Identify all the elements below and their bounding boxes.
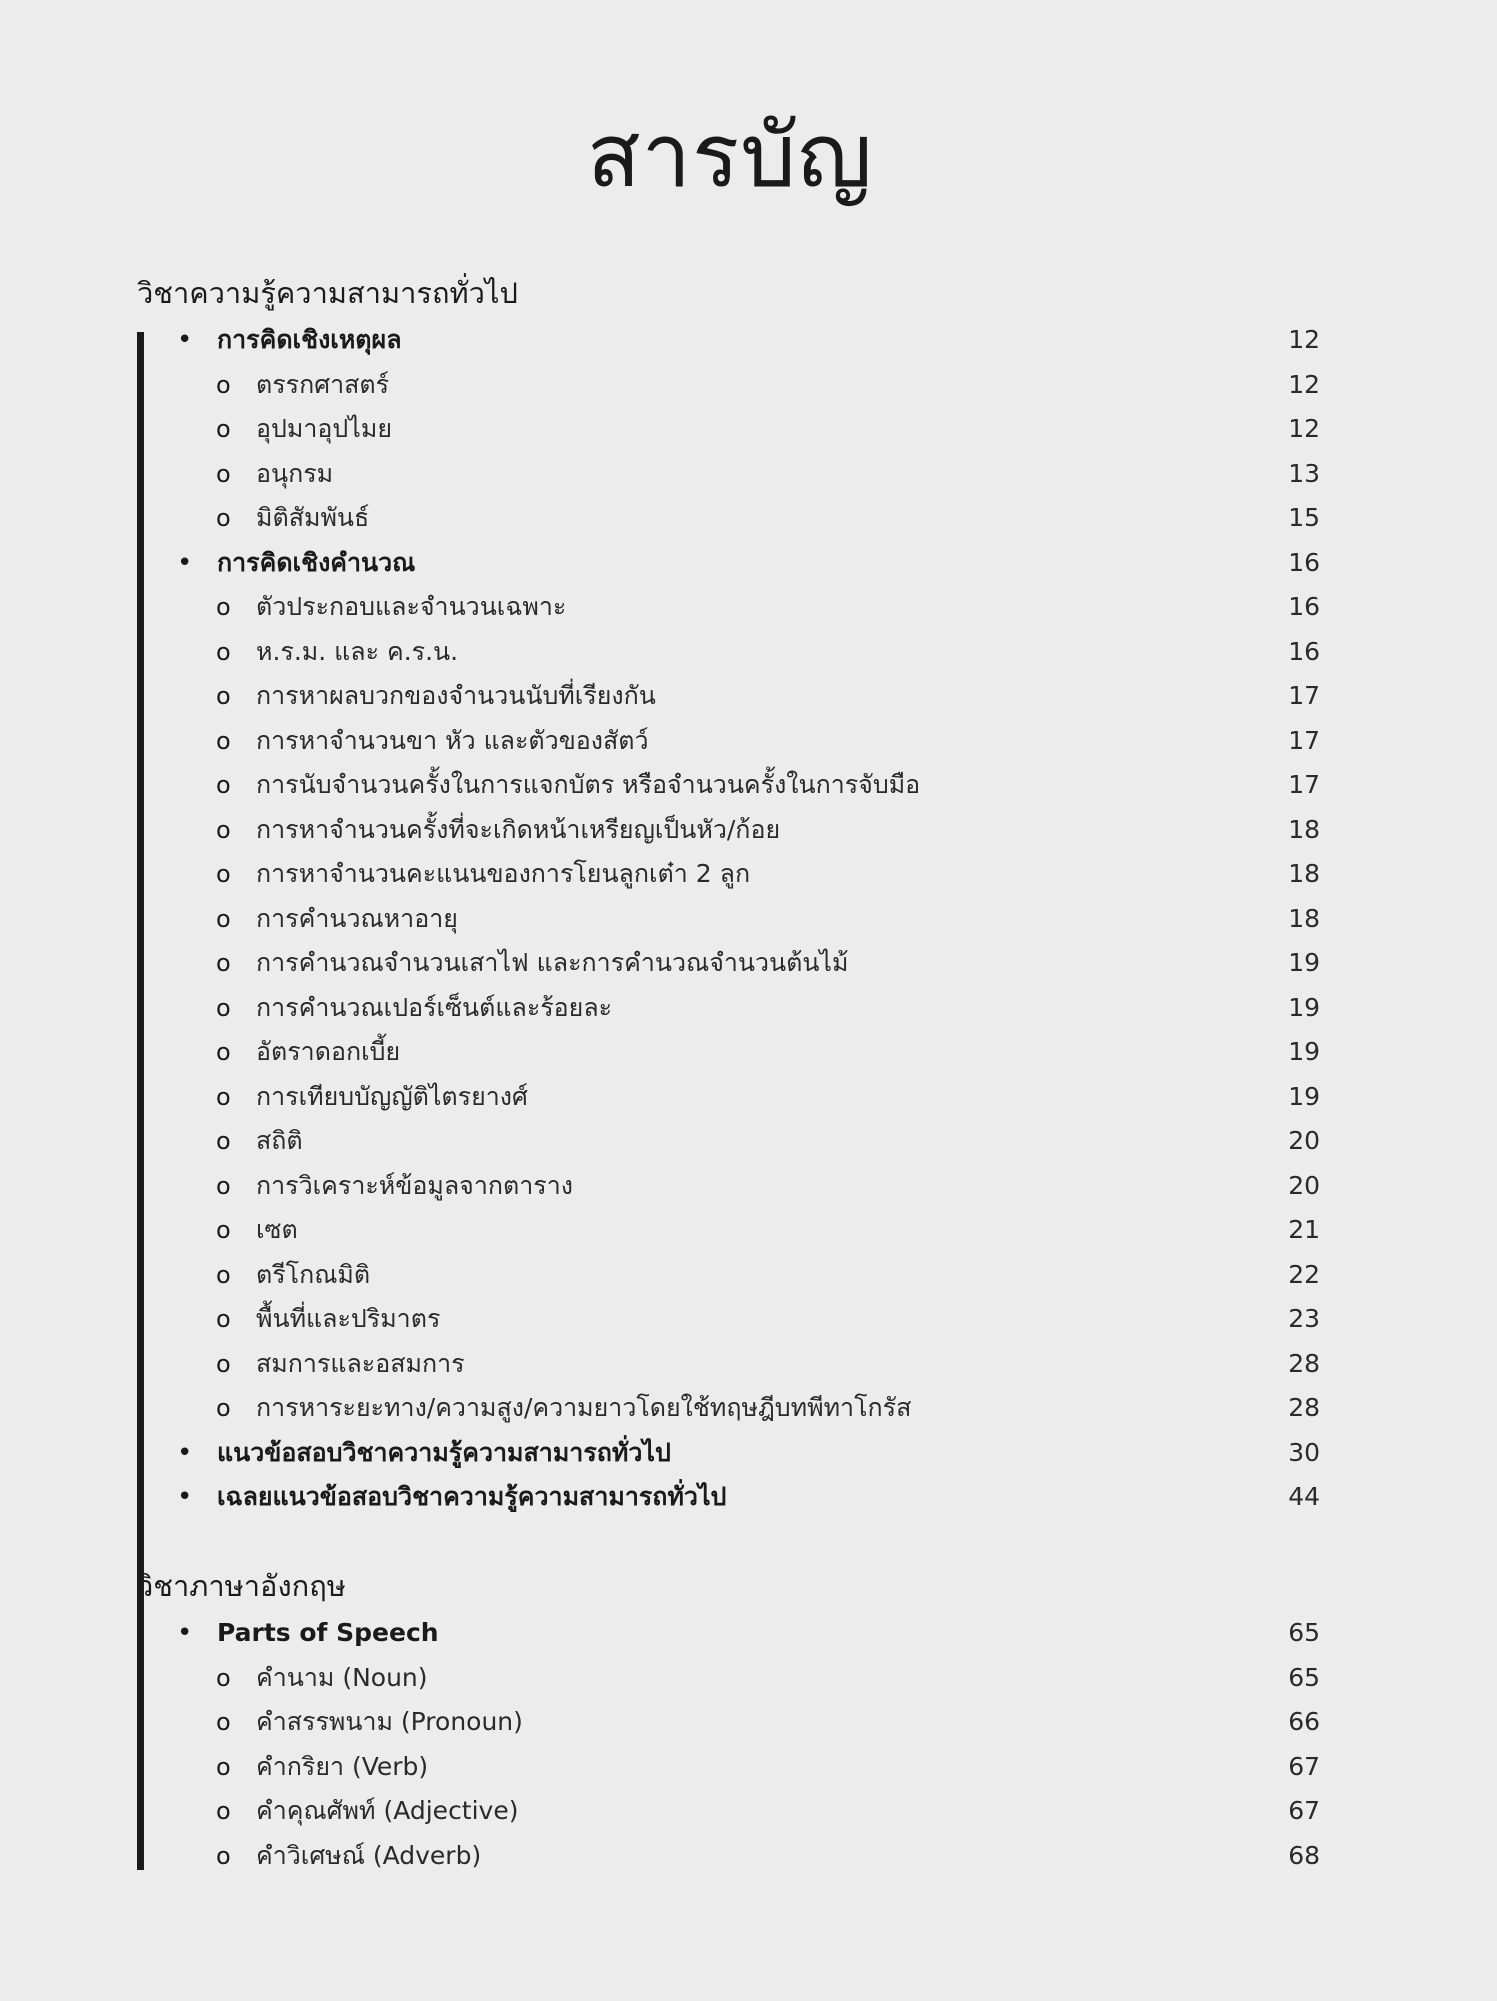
toc-subentry (0, 719, 1497, 764)
toc-page-number: 17 (1288, 770, 1320, 799)
toc-page-number: 16 (1288, 636, 1320, 666)
circle-bullet-icon: o (216, 1305, 231, 1333)
toc-entry-label: คำกริยา (Verb) (256, 1751, 429, 1781)
toc-page-number: 65 (1288, 1662, 1320, 1692)
toc-subentry (0, 1075, 1497, 1120)
circle-bullet-icon: o (216, 993, 231, 1022)
toc-entry-label: การคิดเชิงเหตุผล (217, 325, 402, 354)
circle-bullet-icon: o (216, 815, 231, 844)
toc-entry-label: สมการและอสมการ (256, 1348, 465, 1378)
circle-bullet-icon: o (216, 1082, 231, 1111)
toc-entry-label: การนับจำนวนครั้งในการแจกบัตร หรือจำนวนครั้งในการจับมือ (256, 770, 921, 799)
circle-bullet-icon: o (216, 637, 231, 666)
toc-entry-label: พื้นที่และปริมาตร (256, 1304, 441, 1333)
circle-bullet-icon: o (216, 1663, 231, 1692)
toc-entry (0, 318, 1497, 363)
toc-entry-label: การหาจำนวนขา หัว และตัวของสัตว์ (256, 725, 649, 755)
toc-list (0, 318, 1497, 1520)
toc-subentry (0, 1745, 1497, 1790)
toc-subentry (0, 1208, 1497, 1253)
toc-entry (0, 541, 1497, 586)
toc-entry (0, 1475, 1497, 1520)
toc-subentry (0, 986, 1497, 1031)
circle-bullet-icon: o (216, 1708, 231, 1736)
toc-page-number: 20 (1288, 1170, 1320, 1200)
toc-subentry (0, 1253, 1497, 1298)
toc-subentry (0, 1834, 1497, 1879)
toc-subentry (0, 674, 1497, 719)
circle-bullet-icon: o (216, 1216, 231, 1244)
toc-page-number: 66 (1288, 1707, 1320, 1736)
toc-page-number: 18 (1288, 859, 1320, 888)
toc-page-number: 67 (1288, 1751, 1320, 1781)
bullet-icon: • (177, 547, 193, 578)
toc-entry-label: คำวิเศษณ์ (Adverb) (256, 1840, 482, 1870)
toc-entry-label: ตัวประกอบและจำนวนเฉพาะ (256, 592, 567, 621)
toc-entry-label: การวิเคราะห์ข้อมูลจากตาราง (256, 1170, 573, 1200)
toc-page-number: 15 (1288, 503, 1320, 532)
circle-bullet-icon: o (216, 459, 231, 488)
page-title: สารบัญ (586, 104, 874, 207)
bullet-icon: • (177, 1482, 193, 1512)
toc-page-number: 22 (1288, 1259, 1320, 1289)
toc-page-number: 17 (1288, 725, 1320, 755)
toc-subentry (0, 407, 1497, 452)
toc-page-number: 12 (1288, 369, 1320, 399)
toc-page-number: 68 (1288, 1840, 1320, 1870)
toc-entry-label: Parts of Speech (217, 1618, 439, 1647)
toc-entry-label: มิติสัมพันธ์ (256, 503, 370, 532)
toc-entry (0, 1431, 1497, 1476)
toc-subentry (0, 808, 1497, 853)
toc-entry-label: คำนาม (Noun) (256, 1662, 428, 1692)
circle-bullet-icon: o (216, 904, 231, 933)
toc-entry-label: ห.ร.ม. และ ค.ร.น. (256, 636, 459, 666)
toc-entry-label: เซต (256, 1215, 298, 1244)
toc-entry-label: การเทียบบัญญัติไตรยางศ์ (256, 1081, 528, 1111)
circle-bullet-icon: o (216, 1349, 231, 1378)
toc-page-number: 12 (1288, 325, 1320, 354)
toc-page-number: 19 (1288, 1081, 1320, 1111)
toc-entry-label: การหาผลบวกของจำนวนนับที่เรียงกัน (256, 681, 656, 710)
circle-bullet-icon: o (216, 682, 231, 710)
toc-page-number: 67 (1288, 1796, 1320, 1825)
toc-entry-label: อนุกรม (256, 458, 334, 488)
toc-list (0, 1611, 1497, 1878)
toc-entry-label: อัตราดอกเบี้ย (256, 1037, 401, 1066)
toc-page-number: 19 (1288, 992, 1320, 1022)
section-heading: วิชาความรู้ความสามารถทั่วไป (137, 276, 518, 310)
circle-bullet-icon: o (216, 415, 231, 443)
toc-entry-label: เฉลยแนวข้อสอบวิชาความรู้ความสามารถทั่วไป (217, 1482, 727, 1511)
toc-entry-label: ตรีโกณมิติ (256, 1259, 371, 1289)
toc-page-number: 44 (1288, 1482, 1320, 1511)
toc-subentry (0, 852, 1497, 897)
toc-page-number: 19 (1288, 1037, 1320, 1066)
toc-subentry (0, 630, 1497, 675)
circle-bullet-icon: o (216, 1127, 231, 1155)
circle-bullet-icon: o (216, 726, 231, 755)
toc-page-number: 17 (1288, 681, 1320, 710)
toc-entry-label: สถิติ (256, 1126, 303, 1155)
circle-bullet-icon: o (216, 860, 231, 888)
circle-bullet-icon: o (216, 593, 231, 621)
toc-entry-label: การหาระยะทาง/ความสูง/ความยาวโดยใช้ทฤษฎีบทพีทาโกรัส (256, 1393, 912, 1422)
toc-page-number: 18 (1288, 814, 1320, 844)
toc-subentry (0, 1656, 1497, 1701)
circle-bullet-icon: o (216, 1171, 231, 1200)
toc-page-number: 13 (1288, 458, 1320, 488)
toc-page-number: 16 (1288, 547, 1320, 577)
toc-page-number: 18 (1288, 903, 1320, 933)
toc-subentry (0, 763, 1497, 808)
circle-bullet-icon: o (216, 1038, 231, 1066)
bullet-icon: • (177, 325, 193, 355)
toc-subentry (0, 363, 1497, 408)
circle-bullet-icon: o (216, 1260, 231, 1289)
circle-bullet-icon: o (216, 504, 231, 532)
toc-page-number: 20 (1288, 1126, 1320, 1155)
toc-page-number: 23 (1288, 1304, 1320, 1333)
toc-entry-label: แนวข้อสอบวิชาความรู้ความสามารถทั่วไป (217, 1437, 671, 1467)
toc-entry-label: การหาจำนวนครั้งที่จะเกิดหน้าเหรียญเป็นหัว/ก้อย (256, 814, 781, 844)
toc-page-number: 30 (1288, 1437, 1320, 1467)
toc-page-number: 21 (1288, 1215, 1320, 1244)
circle-bullet-icon: o (216, 1394, 231, 1422)
circle-bullet-icon: o (216, 1797, 231, 1825)
toc-entry-label: การคำนวณหาอายุ (256, 903, 458, 933)
toc-subentry (0, 941, 1497, 986)
circle-bullet-icon: o (216, 1752, 231, 1781)
toc-entry-label: คำสรรพนาม (Pronoun) (256, 1707, 523, 1736)
toc-entry-label: คำคุณศัพท์ (Adjective) (256, 1796, 519, 1825)
toc-entry-label: การคำนวณเปอร์เซ็นต์และร้อยละ (256, 992, 613, 1022)
circle-bullet-icon: o (216, 370, 231, 399)
toc-entry-label: การคิดเชิงคำนวณ (217, 547, 416, 577)
toc-subentry (0, 1164, 1497, 1209)
toc-subentry (0, 1119, 1497, 1164)
circle-bullet-icon: o (216, 949, 231, 977)
toc-subentry (0, 1789, 1497, 1834)
toc-entry-label: อุปมาอุปไมย (256, 414, 392, 443)
toc-subentry (0, 452, 1497, 497)
toc-subentry (0, 1297, 1497, 1342)
toc-subentry (0, 1030, 1497, 1075)
toc-subentry (0, 897, 1497, 942)
circle-bullet-icon: o (216, 1841, 231, 1870)
bullet-icon: • (177, 1618, 193, 1648)
toc-page-number: 19 (1288, 948, 1320, 977)
circle-bullet-icon: o (216, 771, 231, 799)
bullet-icon: • (177, 1437, 193, 1468)
toc-subentry (0, 496, 1497, 541)
toc-subentry (0, 1700, 1497, 1745)
toc-page-number: 65 (1288, 1618, 1320, 1647)
toc-page-number: 12 (1288, 414, 1320, 443)
toc-entry-label: ตรรกศาสตร์ (256, 369, 390, 399)
toc-entry-label: การคำนวณจำนวนเสาไฟ และการคำนวณจำนวนต้นไม้ (256, 948, 849, 977)
toc-page-number: 28 (1288, 1348, 1320, 1378)
section-heading: วิชาภาษาอังกฤษ (137, 1569, 346, 1603)
toc-entry-label: การหาจำนวนคะแนนของการโยนลูกเต๋า 2 ลูก (256, 859, 751, 888)
toc-page-number: 16 (1288, 592, 1320, 621)
toc-subentry (0, 1386, 1497, 1431)
toc-page-number: 28 (1288, 1393, 1320, 1422)
toc-subentry (0, 585, 1497, 630)
toc-entry (0, 1611, 1497, 1656)
toc-subentry (0, 1342, 1497, 1387)
